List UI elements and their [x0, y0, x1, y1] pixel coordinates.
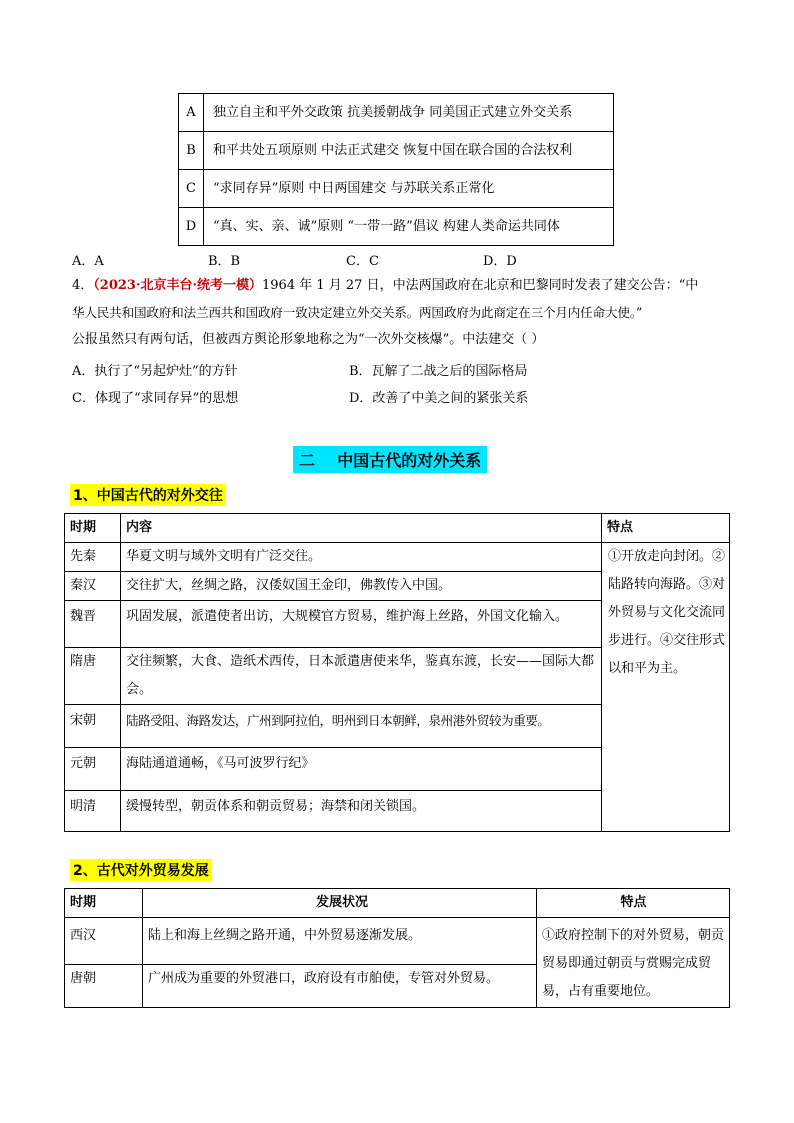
cell-features: ①政府控制下的对外贸易，朝贡贸易即通过朝贡与赏赐完成贸易，占有重要地位。 [537, 918, 730, 1008]
answer-choice-c[interactable]: C．C [346, 254, 379, 269]
cell-period: 隋唐 [65, 648, 121, 705]
cell-period: 先秦 [65, 543, 121, 572]
cell-content: 巩固发展，派遣使者出访，大规模官方贸易，维护海上丝路，外国文化输入。 [121, 601, 602, 648]
cell-features: ①开放走向封闭。②陆路转向海路。③对外贸易与文化交流同步进行。④交往形式以和平为主。 [602, 543, 730, 832]
cell-period: 唐朝 [65, 965, 143, 1008]
question-4-line-1 [72, 272, 698, 300]
header-period: 时期 [65, 514, 121, 543]
trade-table [64, 888, 730, 1008]
cell-content: 陆上和海上丝绸之路开通，中外贸易逐渐发展。 [143, 918, 537, 965]
cell-content: 广州成为重要的外贸港口，政府设有市舶使，专管对外贸易。 [143, 965, 537, 1008]
header-features: 特点 [537, 889, 730, 918]
header-content: 内容 [121, 514, 602, 543]
options-table [178, 93, 614, 246]
cell-content: 缓慢转型，朝贡体系和朝贡贸易；海禁和闭关锁国。 [121, 791, 602, 832]
table-header-row [65, 514, 730, 543]
cell-content: 交往扩大，丝绸之路，汉倭奴国王金印，佛教传入中国。 [121, 572, 602, 601]
table-row [179, 208, 614, 246]
cell-content: 华夏文明与域外文明有广泛交往。 [121, 543, 602, 572]
header-period: 时期 [65, 889, 143, 918]
answer-choice-b[interactable]: B．B [208, 254, 241, 269]
table-row [179, 170, 614, 208]
cell-period: 宋朝 [65, 705, 121, 748]
question-text: 1964 年 1 月 27 日，中法两国政府在北京和巴黎同时发表了建交公告：“中 [262, 278, 699, 293]
option-text: 和平共处五项原则 中法正式建交 恢复中国在联合国的合法权利 [204, 132, 614, 170]
table-row [65, 543, 730, 572]
table-header-row [65, 889, 730, 918]
cell-period: 西汉 [65, 918, 143, 965]
choice-d[interactable]: D．改善了中美之间的紧张关系 [349, 391, 529, 406]
table-row [65, 918, 730, 965]
cell-period: 秦汉 [65, 572, 121, 601]
table-row [179, 94, 614, 132]
subsection-title-2: 2、古代对外贸易发展 [70, 859, 212, 881]
foreign-relations-table [64, 513, 730, 832]
cell-period: 明清 [65, 791, 121, 832]
question-4-line-2: 华人民共和国政府和法兰西共和国政府一致决定建立外交关系。两国政府为此商定在三个月内任命大使。” [72, 305, 643, 320]
option-letter: B [179, 132, 204, 170]
cell-content: 交往频繁，大食、造纸术西传，日本派遣唐使来华，鉴真东渡，长安——国际大都会。 [121, 648, 602, 705]
cell-content: 陆路受阻、海路发达，广州到阿拉伯，明州到日本朝鲜，泉州港外贸较为重要。 [121, 705, 602, 748]
answer-choice-d[interactable]: D．D [483, 254, 517, 269]
option-letter: A [179, 94, 204, 132]
choice-a[interactable]: A．执行了“另起炉灶”的方针 [72, 364, 238, 379]
option-text: “真、实、亲、诚”原则 “一带一路”倡议 构建人类命运共同体 [204, 208, 614, 246]
question-4-line-3: 公报虽然只有两句话，但被西方舆论形象地称之为“一次外交核爆”。中法建交（ ） [72, 332, 545, 347]
subsection-title-1: 1、中国古代的对外交往 [70, 484, 226, 506]
choice-b[interactable]: B．瓦解了二战之后的国际格局 [349, 364, 528, 379]
header-development: 发展状况 [143, 889, 537, 918]
choice-c[interactable]: C．体现了“求同存异”的思想 [72, 391, 239, 406]
question-source: （2023·北京丰台·统考一模） [93, 278, 263, 293]
header-features: 特点 [602, 514, 730, 543]
option-text: 独立自主和平外交政策 抗美援朝战争 同美国正式建立外交关系 [204, 94, 614, 132]
table-row [179, 132, 614, 170]
cell-period: 元朝 [65, 748, 121, 791]
answer-choice-a[interactable]: A．A [72, 254, 104, 269]
cell-content: 海陆通道通畅，《马可波罗行纪》 [121, 748, 602, 791]
option-text: “求同存异”原则 中日两国建交 与苏联关系正常化 [204, 170, 614, 208]
option-letter: D [179, 208, 204, 246]
section-title: 二 中国古代的对外关系 [293, 446, 487, 473]
cell-period: 魏晋 [65, 601, 121, 648]
question-number: 4． [72, 278, 94, 293]
option-letter: C [179, 170, 204, 208]
